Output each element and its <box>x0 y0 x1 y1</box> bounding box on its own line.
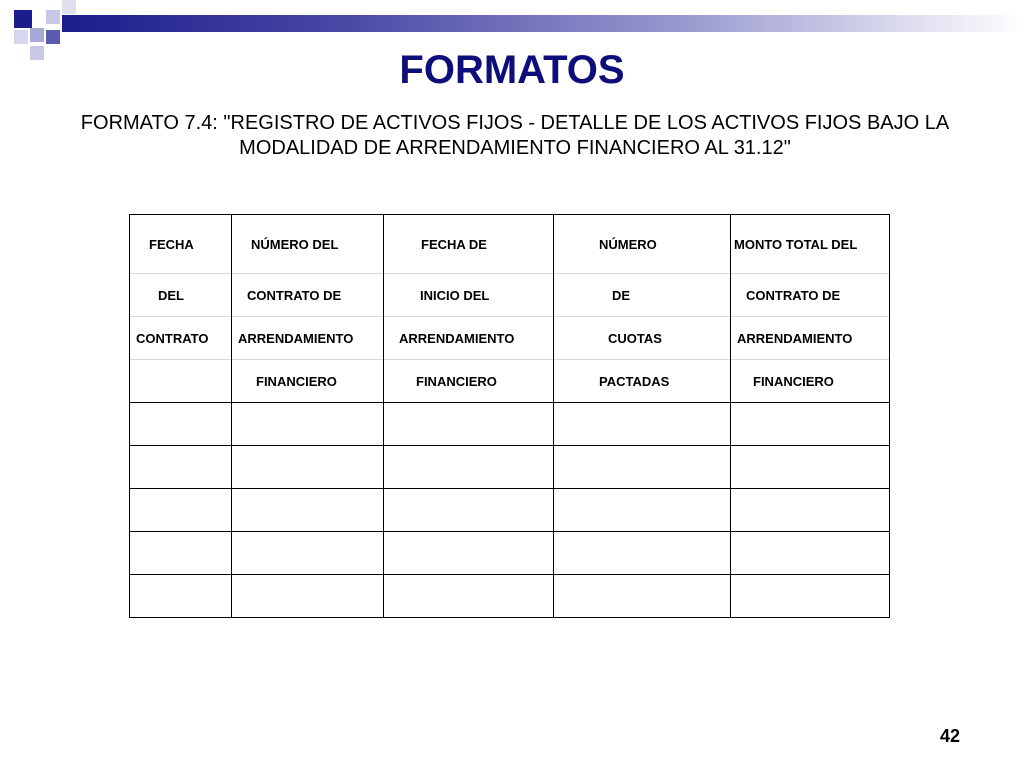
table-cell[interactable] <box>232 489 384 532</box>
table-cell[interactable] <box>554 532 731 575</box>
table-cell[interactable] <box>232 575 384 618</box>
table-cell[interactable] <box>232 532 384 575</box>
subtitle-line-1: FORMATO 7.4: "REGISTRO DE ACTIVOS FIJOS - DETALLE DE LOS ACTIVOS FIJOS BAJO LA <box>80 112 950 134</box>
table-cell[interactable] <box>554 446 731 489</box>
page-title: FORMATOS <box>399 48 625 92</box>
table-cell[interactable] <box>384 489 554 532</box>
header-cell: FECHA DE <box>384 215 554 274</box>
header-row <box>130 360 890 403</box>
header-cell: CONTRATO DE <box>232 274 384 317</box>
header-cell: FECHA <box>130 215 232 274</box>
table-row <box>130 575 890 618</box>
header-cell: ARRENDAMIENTO <box>384 317 554 360</box>
table-cell[interactable] <box>554 489 731 532</box>
decor-square <box>14 30 28 44</box>
table-cell[interactable] <box>130 446 232 489</box>
header-cell: PACTADAS <box>554 360 731 403</box>
table-row <box>130 489 890 532</box>
table-cell[interactable] <box>554 403 731 446</box>
table-cell[interactable] <box>731 532 890 575</box>
table-cell[interactable] <box>731 446 890 489</box>
decor-square <box>46 30 60 44</box>
header-cell: NÚMERO <box>554 215 731 274</box>
header-cell: ARRENDAMIENTO <box>731 317 890 360</box>
header-cell <box>130 360 232 403</box>
subtitle-line-2: MODALIDAD DE ARRENDAMIENTO FINANCIERO AL 31.12" <box>239 137 791 159</box>
table-cell[interactable] <box>232 446 384 489</box>
decor-square <box>46 10 60 24</box>
header-cell: FINANCIERO <box>384 360 554 403</box>
header-cell: CONTRATO <box>130 317 232 360</box>
header-cell: FINANCIERO <box>731 360 890 403</box>
table-row <box>130 532 890 575</box>
table-cell[interactable] <box>384 575 554 618</box>
table-cell[interactable] <box>554 575 731 618</box>
table-cell[interactable] <box>731 489 890 532</box>
decor-square <box>62 0 76 14</box>
format-table <box>129 214 890 618</box>
table-cell[interactable] <box>130 575 232 618</box>
format-subtitle <box>60 111 970 161</box>
header-cell: INICIO DEL <box>384 274 554 317</box>
table-row <box>130 403 890 446</box>
table-cell[interactable] <box>130 403 232 446</box>
decor-square <box>30 28 44 42</box>
table-cell[interactable] <box>232 403 384 446</box>
header-cell: DEL <box>130 274 232 317</box>
header-cell: CONTRATO DE <box>731 274 890 317</box>
header-cell: NÚMERO DEL <box>232 215 384 274</box>
table-cell[interactable] <box>130 532 232 575</box>
header-cell: DE <box>554 274 731 317</box>
header-cell: CUOTAS <box>554 317 731 360</box>
table-cell[interactable] <box>384 532 554 575</box>
table-cell[interactable] <box>130 489 232 532</box>
table-cell[interactable] <box>731 403 890 446</box>
header-cell: ARRENDAMIENTO <box>232 317 384 360</box>
decor-band <box>62 15 1024 32</box>
decor-square <box>14 10 32 28</box>
header-row <box>130 274 890 317</box>
header-cell: MONTO TOTAL DEL <box>731 215 890 274</box>
header-row <box>130 317 890 360</box>
table-cell[interactable] <box>384 403 554 446</box>
table-cell[interactable] <box>731 575 890 618</box>
header-cell: FINANCIERO <box>232 360 384 403</box>
table-cell[interactable] <box>384 446 554 489</box>
page-number: 42 <box>940 726 961 746</box>
table-row <box>130 446 890 489</box>
header-row <box>130 215 890 274</box>
